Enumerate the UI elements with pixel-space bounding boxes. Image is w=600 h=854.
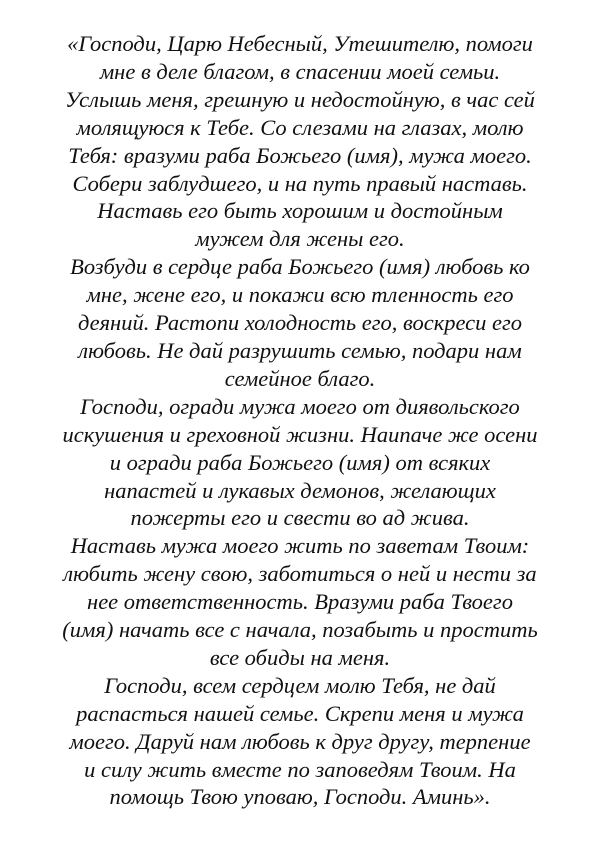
text-line: нее ответственность. Вразуми раба Твоего <box>87 589 513 615</box>
text-line: любить жену свою, заботиться о ней и нести за <box>63 561 537 587</box>
text-line: пожерты его и свести во ад жива. <box>130 505 470 531</box>
prayer-text <box>0 30 600 830</box>
text-line: все обиды на меня. <box>209 644 391 670</box>
text-line: Собери заблудшего, и на путь правый наставь. <box>72 170 528 196</box>
text-line: «Господи, Царю Небесный, Утешителю, помоги <box>67 31 533 56</box>
text-line: Наставь его быть хорошим и достойным <box>97 198 503 224</box>
text-line: Тебя: вразуми раба Божьего (имя), мужа моего. <box>68 142 532 168</box>
text-line: Господи, огради мужа моего от диявольского <box>80 393 520 419</box>
text-line: и силу жить вместе по заповедям Твоим. На <box>84 756 516 782</box>
text-line: (имя) начать все с начала, позабыть и простить <box>62 617 538 643</box>
text-line: мне, жене его, и покажи всю тленность его <box>86 282 514 308</box>
text-line: Возбуди в сердце раба Божьего (имя) любовь ко <box>70 254 530 280</box>
text-line: Господи, всем сердцем молю Тебя, не дай <box>104 672 496 698</box>
text-line: молящуюся к Тебе. Со слезами на глазах, молю <box>76 114 524 140</box>
text-line: распасться нашей семье. Скрепи меня и мужа <box>76 700 524 726</box>
text-line: Наставь мужа моего жить по заветам Твоим: <box>70 533 530 559</box>
text-line: мне в деле благом, в спасении моей семьи. <box>99 58 501 84</box>
text-line: мужем для жены его. <box>195 226 405 252</box>
text-line: моего. Даруй нам любовь к друг другу, терпение <box>69 728 531 754</box>
text-line: деяний. Растопи холодность его, воскреси его <box>77 310 523 336</box>
text-line: семейное благо. <box>224 365 376 391</box>
text-line: и огради раба Божьего (имя) от всяких <box>109 449 491 475</box>
text-line: любовь. Не дай разрушить семью, подари нам <box>78 337 522 363</box>
text-line: искушения и греховной жизни. Наипаче же осени <box>62 421 538 447</box>
text-line: помощь Твою уповаю, Господи. Аминь». <box>109 784 491 810</box>
text-line: напастей и лукавых демонов, желающих <box>104 477 496 503</box>
text-line: Услышь меня, грешную и недостойную, в час сей <box>65 86 535 112</box>
